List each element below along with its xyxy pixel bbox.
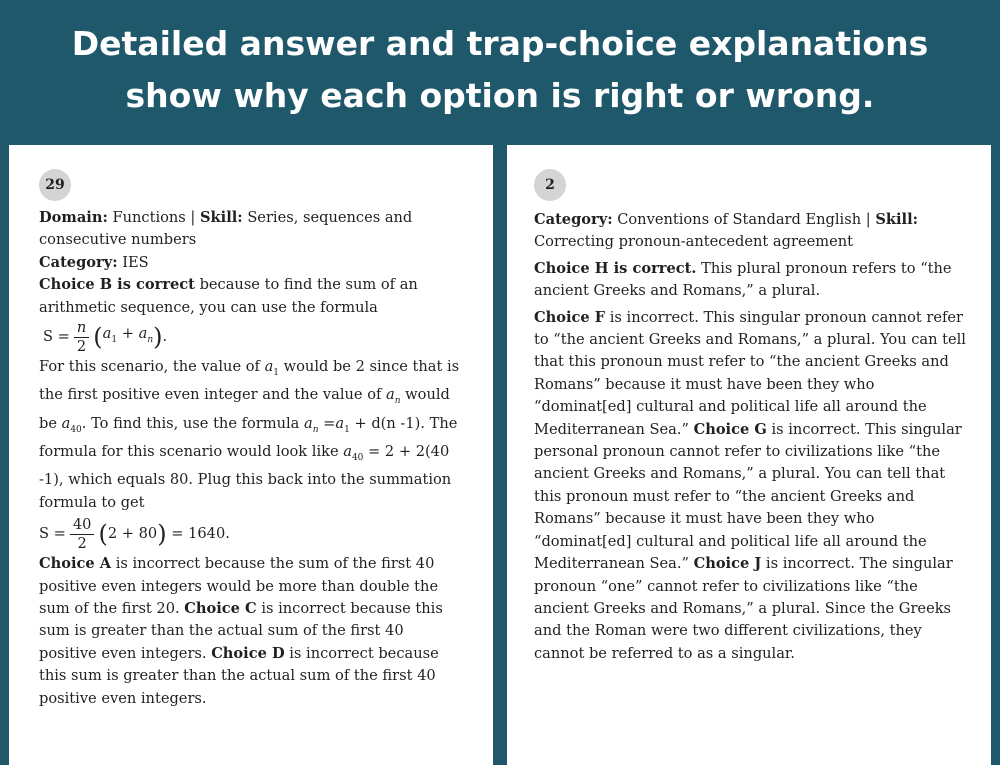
result-rhs: = 1640. — [171, 525, 230, 543]
sum-formula: S = $\frac{n}{2}$ ( $a_1 + a_n$ ) . — [43, 319, 168, 356]
domain-skill-line — [39, 207, 465, 252]
banner-header — [0, 0, 1000, 140]
scenario-text-5: + d(n -1). The formula for this scenario would look like — [39, 414, 458, 460]
choice-d-lead: Choice D — [211, 644, 285, 662]
result-numerator: 40 — [70, 516, 95, 535]
skill-label: Skill: — [200, 209, 243, 226]
choice-h-text: This plural pronoun refers to “the ancient Greeks and Romans,” a plural. — [534, 259, 952, 300]
choice-g-text: is incorrect. This singular personal pronoun cannot refer to civilizations like “the ancient Greeks and Romans,” a plural. You can tell that this pronoun must refer to “the ancient Greeks and Romans” because it must have been they who “dominat[ed] cultural and political life all around the Mediterranean Sea.” — [534, 420, 962, 573]
scenario-text-6: = 2 + 2(40 -1), which equals 80. Plug this back into the summation formula to get — [39, 442, 452, 511]
right-explanation-panel — [507, 145, 991, 765]
open-paren: ( — [98, 520, 108, 549]
category-label: Category: — [39, 253, 118, 271]
result-paren-content: 2 + 80 — [107, 525, 158, 543]
choice-c-lead: Choice C — [184, 599, 257, 617]
choice-f-lead: Choice F — [534, 308, 606, 326]
choice-j-lead: Choice J — [693, 555, 762, 573]
question-number-badge: 2 — [534, 169, 566, 201]
choice-d-text: is incorrect because this sum is greater than the actual sum of the first 40 positive even integers. — [39, 644, 439, 707]
choice-h-paragraph — [534, 258, 969, 303]
formula-paren-content: $a_1 + a_n$ — [102, 325, 154, 346]
category-value: Conventions of Standard English | — [617, 211, 871, 228]
choice-j-text: is incorrect. The singular pronoun “one” cannot refer to civilizations like “the ancient Greeks and Romans,” a plural. Since the Greeks and the Roman were two different civilizations, they cannot be referred to as a singular. — [534, 555, 953, 662]
scenario-paragraph: For this scenario, the value of $a_1$ would be 2 since that is the first positive even integer and the value of $a_n$ would be $a_{40}$. To find this, use the formula $a_n =a_1 + d(n$ -1). The formula for this scenario would look like $a_{40} = 2 + 2(40$ -1), which equals 80. Plug this back into the summation formula to get — [39, 358, 460, 511]
result-formula-line — [39, 516, 465, 553]
result-denominator: 2 — [77, 535, 87, 553]
choice-a-text: is incorrect because the sum of the first 40 positive even integers would be more than double the sum of the first 20. — [39, 555, 439, 617]
fraction-denominator: 2 — [76, 338, 87, 356]
banner-line-1: Detailed answer and trap-choice explanations — [71, 24, 929, 63]
category-label: Category: — [534, 211, 613, 228]
correct-choice-paragraph — [39, 274, 465, 356]
domain-label: Domain: — [39, 209, 108, 226]
result-formula — [39, 516, 230, 553]
scenario-text-3: would be — [39, 386, 450, 432]
result-lhs: S = — [39, 525, 66, 543]
question-number-badge: 29 — [39, 169, 71, 201]
fraction-numerator: n — [74, 319, 89, 338]
scenario-text-2: would be 2 since that is the first positive even integer and the value of — [39, 358, 460, 404]
choice-a-lead: Choice A — [39, 555, 112, 573]
category-value: IES — [122, 253, 149, 271]
category-line — [39, 252, 465, 274]
skill-label: Skill: — [875, 211, 918, 228]
banner-line-2: show why each option is right or wrong. — [125, 76, 875, 115]
formula-lhs: S = — [43, 328, 70, 346]
choice-c-text: is incorrect because this sum is greater than the actual sum of the first 40 positive even integers. — [39, 599, 443, 662]
skill-value: Correcting pronoun-antecedent agreement — [534, 233, 853, 251]
skill-value: Series, sequences and consecutive numbers — [39, 209, 413, 249]
scenario-text-4: To find this, use the formula — [91, 414, 300, 432]
open-paren: ( — [93, 323, 103, 352]
correct-choice-text: because to find the sum of an arithmetic sequence, you can use the formula — [39, 276, 418, 316]
choice-h-lead: Choice H is correct. — [534, 259, 697, 277]
choice-g-lead: Choice G — [693, 420, 767, 438]
left-explanation-panel — [9, 145, 493, 765]
correct-choice-lead: Choice B is correct — [39, 276, 195, 294]
domain-value: Functions | — [112, 209, 196, 226]
scenario-text-1: For this scenario, the value of — [39, 358, 260, 376]
category-skill-line — [534, 209, 969, 254]
fraction — [74, 319, 89, 356]
choice-f-g-j-paragraph — [534, 307, 969, 666]
choice-f-text: is incorrect. This singular pronoun cannot refer to “the ancient Greeks and Romans,” a plural. You can tell that this pronoun must refer to “the ancient Greeks and Romans” because it must have been they who “dominat[ed] cultural and political life all around the Mediterranean Sea.” — [534, 308, 966, 438]
result-fraction — [70, 516, 95, 553]
close-paren: ) — [153, 323, 163, 352]
close-paren: ) — [157, 520, 167, 549]
incorrect-choices-paragraph — [39, 553, 465, 710]
